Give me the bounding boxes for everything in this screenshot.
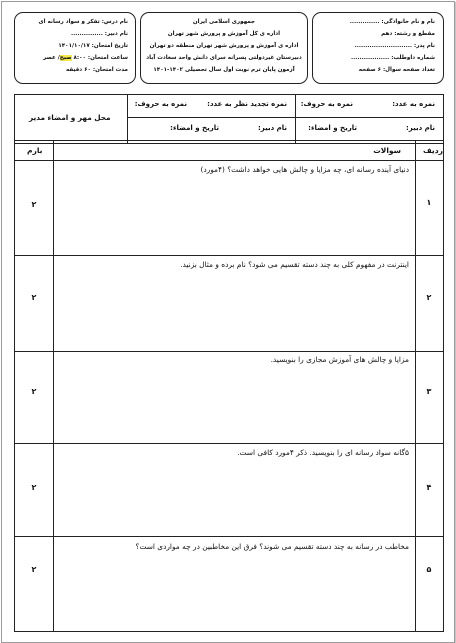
student-grade: مقطع و رشته: دهم (381, 31, 435, 37)
question-4-points: ۲ (31, 483, 37, 492)
exam-time-value: ساعت امتحان: ۸:۰۰ (73, 55, 128, 61)
student-father: نام پدر: ........................... (354, 43, 435, 49)
question-3-number: ۳ (426, 387, 432, 396)
question-5-text: مخاطب در رسانه به چند دسته تقسیم می شوند؟ فرق این مخاطبین در چه مواردی است؟ (135, 542, 409, 551)
score-letter-label: نمره به حروف: (300, 100, 353, 108)
question-5-number: ۵ (426, 565, 432, 574)
question-4-number: ۴ (426, 483, 432, 492)
exam-duration: مدت امتحان: ۶۰ دقیقه (65, 67, 128, 73)
org-line-2: اداره ی کل آموزش و پرورش شهر تهران (167, 31, 281, 37)
question-pages: تعداد صفحه سوال: ۶ صفحه (358, 67, 435, 73)
question-3-text: مزایا و چالش های آموزش مجازی را بنویسید. (270, 355, 409, 364)
exam-time-afternoon: / عصر (42, 55, 60, 61)
question-2-number: ۲ (426, 293, 432, 302)
question-1-text: دنیای آینده رسانه ای، چه مزایا و چالش هایی خواهد داشت؟ (۴مورد) (200, 165, 409, 174)
teacher-label-1: نام دبیر: (405, 124, 435, 132)
student-info-box (312, 12, 444, 84)
teacher-label-2: نام دبیر: (257, 124, 287, 132)
exam-time-morning: صبح (59, 55, 72, 61)
revised-score-number-label: نمره تجدید نظر به عدد: (207, 100, 287, 108)
revised-score-letter-label: نمره به حروف: (134, 100, 187, 108)
date-sign-label-2: تاریخ و امضاء: (170, 124, 219, 132)
score-section (14, 94, 444, 144)
question-4-text: ۵گانه سواد رسانه ای را بنویسید. ذکر ۴مورد کافی است. (237, 448, 409, 457)
question-3-points: ۲ (31, 387, 37, 396)
org-line-3: اداره ی آموزش و پرورش شهر تهران منطقه دو تهران (149, 43, 299, 49)
exam-info-box (14, 12, 136, 84)
org-line-5: آزمون پایان ترم نوبت اول سال تحصیلی ۱۴۰۲-۱۴۰۱ (153, 67, 295, 73)
exam-time (43, 55, 128, 61)
student-seat: شماره داوطلب: .................. (351, 55, 435, 61)
questions-table (14, 140, 444, 632)
questions-column-header: سوالات (373, 146, 401, 155)
score-number-label: نمره به عدد: (392, 100, 435, 108)
question-1-points: ۲ (31, 200, 37, 209)
question-2-points: ۲ (31, 293, 37, 302)
question-1-number: ۱ (426, 198, 432, 207)
student-name: نام و نام خانوادگی: .............. (349, 19, 435, 25)
org-line-1: جمهوری اسلامی ایران (192, 19, 256, 25)
org-line-4: دبیرستان غیردولتی پسرانه سرای دانش واحد سعادت آباد (146, 55, 302, 61)
exam-sheet (1, 1, 455, 643)
date-sign-label-1: تاریخ و امضاء: (308, 124, 357, 132)
row-column-header: ردیف (423, 146, 443, 155)
exam-date: تاریخ امتحان: ۱۴۰۱/۱۰/۱۷ (58, 43, 128, 49)
organization-box (140, 12, 308, 84)
question-2-text: اینترنت در مفهوم کلی به چند دسته تقسیم می شود؟ نام برده و مثال بزنید. (180, 260, 409, 269)
teacher-name: نام دبیر: ............... (70, 31, 128, 37)
course-name: نام درس: تفکر و سواد رسانه ای (38, 19, 128, 25)
score-column-header: بارم (27, 146, 43, 155)
principal-seal-label: محل مهر و امضاء مدیر (29, 113, 111, 122)
question-5-points: ۲ (31, 565, 37, 574)
